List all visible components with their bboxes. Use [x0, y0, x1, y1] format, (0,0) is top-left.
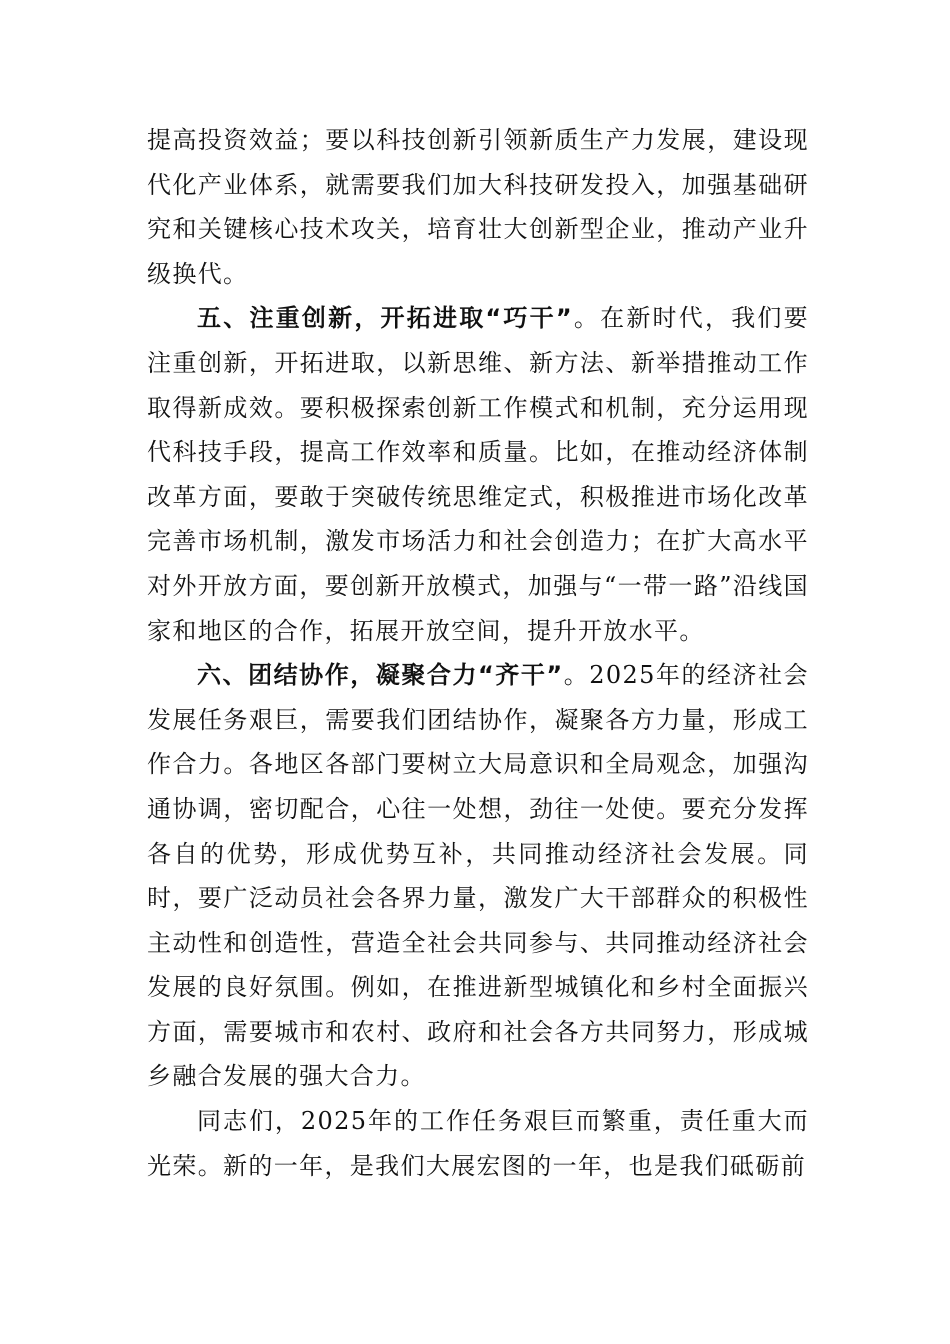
paragraph-text: 同志们，2025年的工作任务艰巨而繁重，责任重大而光荣。新的一年，是我们大展宏图的一年，也是我们砥砺前	[147, 1107, 809, 1180]
paragraph-section-6	[147, 653, 809, 1099]
paragraph-section-5	[147, 296, 809, 653]
section-heading: 五、注重创新，开拓进取“巧干”	[197, 304, 573, 333]
paragraph-closing	[147, 1099, 809, 1188]
paragraph-text: 。2025年的经济社会发展任务艰巨，需要我们团结协作，凝聚各方力量，形成工作合力。各地区各部门要树立大局意识和全局观念，加强沟通协调，密切配合，心往一处想，劲往一处使。要充分发挥各自的优势，形成优势互补，共同推动经济社会发展。同时，要广泛动员社会各界力量，激发广大干部群众的积极性主动性和创造性，营造全社会共同参与、共同推动经济社会发展的良好氛围。例如，在推进新型城镇化和乡村全面振兴方面，需要城市和农村、政府和社会各方共同努力，形成城乡融合发展的强大合力。	[147, 661, 809, 1091]
document-page	[147, 118, 809, 1188]
section-heading: 六、团结协作，凝聚合力“齐干”	[197, 661, 564, 690]
paragraph-text: 。在新时代，我们要注重创新，开拓进取，以新思维、新方法、新举措推动工作取得新成效。要积极探索创新工作模式和机制，充分运用现代科技手段，提高工作效率和质量。比如，在推动经济体制改革方面，要敢于突破传统思维定式，积极推进市场化改革完善市场机制，激发市场活力和社会创造力；在扩大高水平对外开放方面，要创新开放模式，加强与“一带一路”沿线国家和地区的合作，拓展开放空间，提升开放水平。	[147, 304, 809, 645]
paragraph-text: 提高投资效益；要以科技创新引领新质生产力发展，建设现代化产业体系，就需要我们加大科技研发投入，加强基础研究和关键核心技术攻关，培育壮大创新型企业，推动产业升级换代。	[147, 126, 809, 288]
paragraph-continuation	[147, 118, 809, 296]
